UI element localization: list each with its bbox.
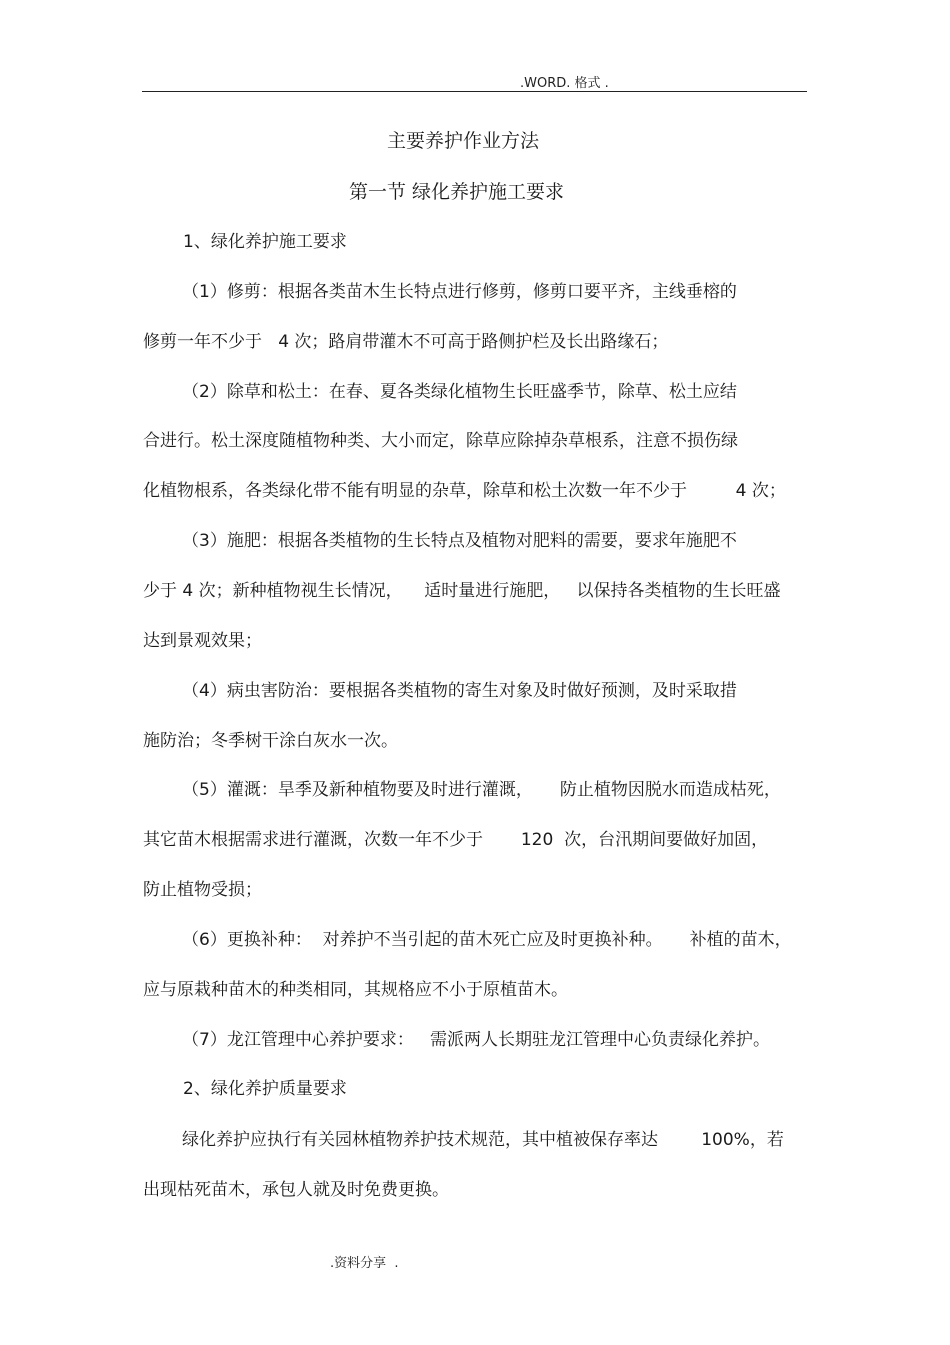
paragraph-line: （4）病虫害防治：要根据各类植物的寄生对象及时做好预测，及时采取措 [182, 681, 737, 701]
paragraph-line: （7）龙江管理中心养护要求： 需派两人长期驻龙江管理中心负责绿化养护。 [182, 1030, 771, 1050]
header-rule [142, 91, 807, 92]
paragraph-line: （1）修剪：根据各类苗木生长特点进行修剪，修剪口要平齐，主线垂榕的 [182, 282, 737, 302]
paragraph-line: 化植物根系，各类绿化带不能有明显的杂草，除草和松土次数一年不少于 4 次； [143, 481, 786, 501]
paragraph-line: 其它苗木根据需求进行灌溉，次数一年不少于 120 次，台汛期间要做好加固， [143, 830, 769, 850]
page-footer: .资料分享 . [330, 1256, 399, 1271]
subheading-1: 1、绿化养护施工要求 [183, 232, 347, 252]
paragraph-line: （6）更换补种： 对养护不当引起的苗木死亡应及时更换补种。 补植的苗木， [182, 930, 792, 950]
paragraph-line: （2）除草和松土：在春、夏各类绿化植物生长旺盛季节，除草、松土应结 [182, 382, 737, 402]
paragraph-line: 合进行。松土深度随植物种类、大小而定，除草应除掉杂草根系，注意不损伤绿 [143, 431, 738, 451]
paragraph-line: 防止植物受损； [143, 880, 262, 900]
paragraph-line: 施防治；冬季树干涂白灰水一次。 [143, 731, 398, 751]
subheading-2: 2、绿化养护质量要求 [183, 1079, 347, 1099]
paragraph-line: 修剪一年不少于 4 次；路肩带灌木不可高于路侧护栏及长出路缘石； [143, 332, 669, 352]
paragraph-line: 绿化养护应执行有关园林植物养护技术规范，其中植被保存率达 100%，若 [182, 1130, 784, 1150]
paragraph-line: （3）施肥：根据各类植物的生长特点及植物对肥料的需要，要求年施肥不 [182, 531, 737, 551]
paragraph-line: 达到景观效果； [143, 631, 262, 651]
section-heading: 第一节 绿化养护施工要求 [349, 181, 565, 203]
paragraph-line: 出现枯死苗木，承包人就及时免费更换。 [143, 1180, 449, 1200]
header-text: .WORD. 格式 . [520, 76, 609, 91]
document-title: 主要养护作业方法 [387, 130, 540, 152]
paragraph-line: （5）灌溉：旱季及新种植物要及时进行灌溉， 防止植物因脱水而造成枯死， [182, 780, 781, 800]
paragraph-line: 少于 4 次；新种植物视生长情况， 适时量进行施肥， 以保持各类植物的生长旺盛 [143, 581, 781, 601]
paragraph-line: 应与原栽种苗木的种类相同，其规格应不小于原植苗木。 [143, 980, 568, 1000]
